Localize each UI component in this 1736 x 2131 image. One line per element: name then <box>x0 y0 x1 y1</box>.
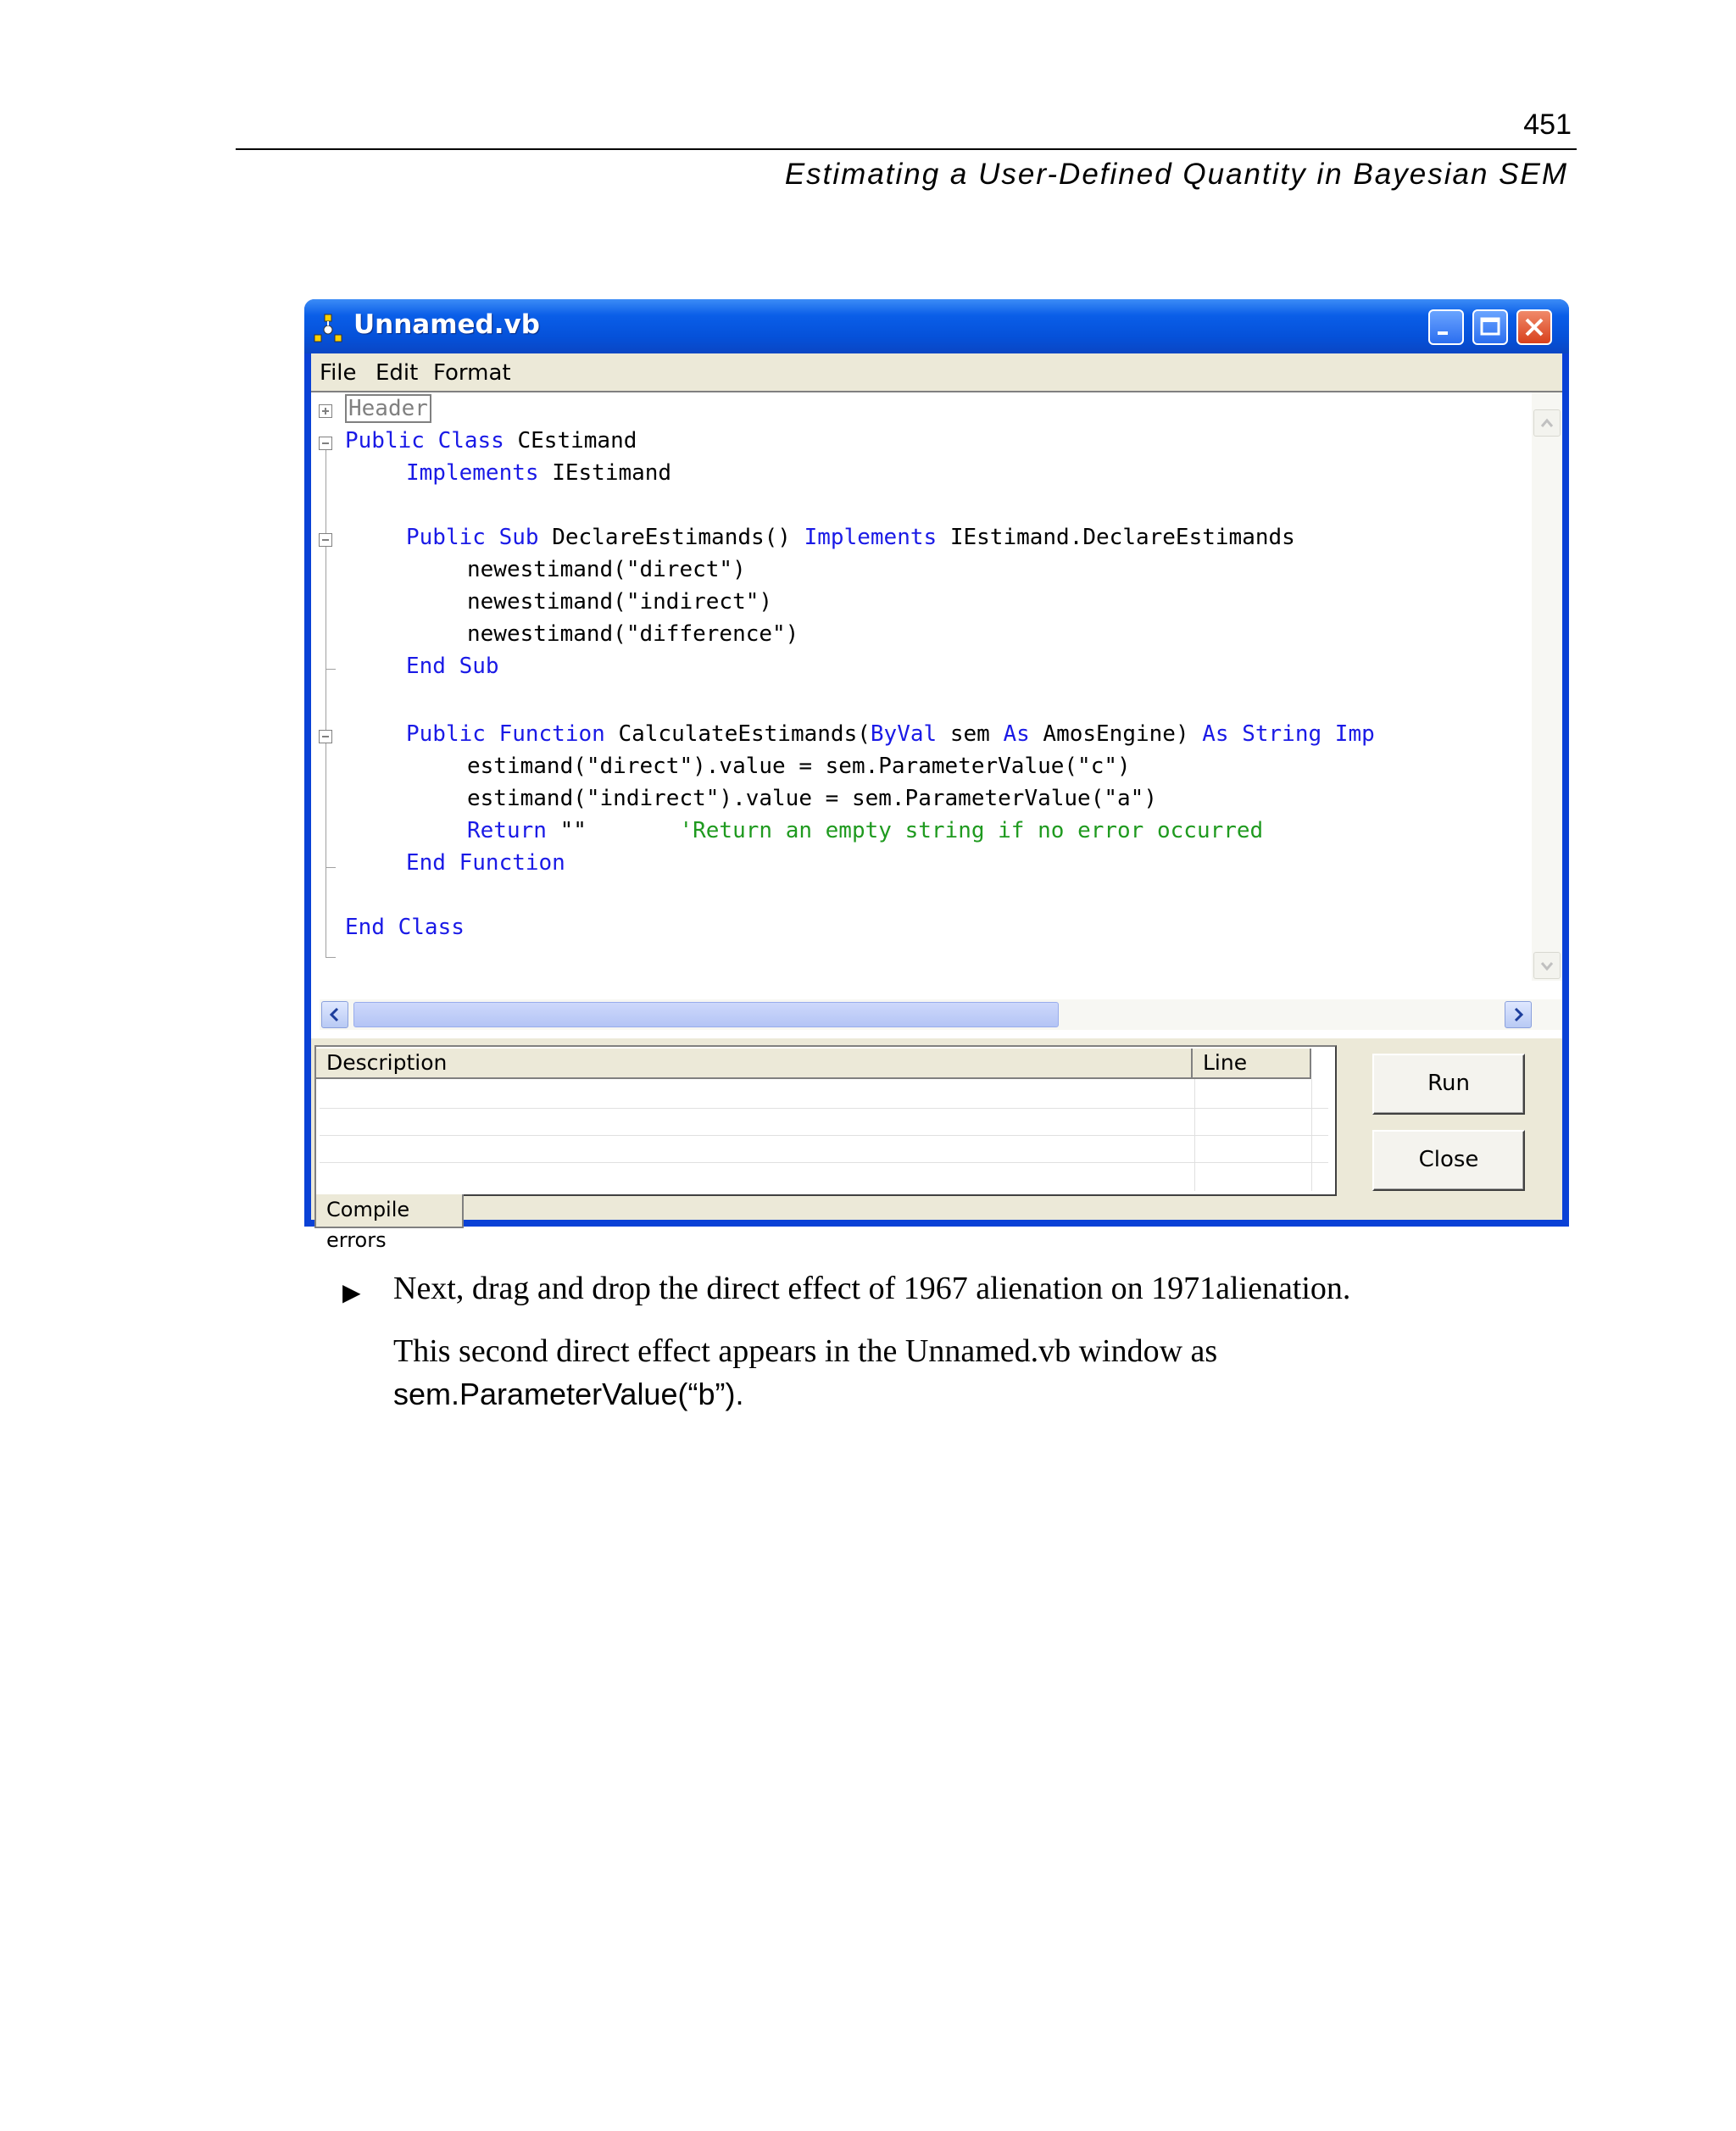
compile-panel <box>311 1042 1562 1252</box>
code-text: AmosEngine) <box>1029 721 1203 747</box>
chevron-right-icon <box>1505 1002 1531 1027</box>
fold-end-tick <box>326 957 336 958</box>
keyword: As String Imp <box>1202 721 1375 747</box>
table-row <box>320 1108 1328 1109</box>
keyword: Public Sub <box>406 525 539 550</box>
tab-compile-errors[interactable]: Compile errors <box>314 1194 464 1228</box>
bullet-arrow-icon: ▶ <box>342 1279 361 1305</box>
column-divider <box>1194 1079 1195 1191</box>
fold-end-tick <box>326 669 336 670</box>
column-divider <box>1311 1079 1312 1191</box>
keyword: Return <box>467 818 547 843</box>
code-line[interactable]: newestimand("difference") <box>467 621 799 647</box>
expand-header-icon[interactable] <box>319 404 332 418</box>
menu-bar <box>311 353 1562 389</box>
code-text: CEstimand <box>504 428 637 453</box>
code-line[interactable] <box>345 425 637 457</box>
compile-errors-table[interactable] <box>314 1045 1337 1196</box>
code-text: IEstimand <box>538 460 672 486</box>
code-line[interactable]: End Function <box>406 850 565 876</box>
scroll-left-button[interactable] <box>321 1001 348 1028</box>
editor-window <box>304 299 1569 1252</box>
close-button[interactable]: Close <box>1372 1130 1525 1191</box>
code-line[interactable]: End Sub <box>406 654 499 679</box>
column-line[interactable]: Line <box>1193 1049 1311 1079</box>
code-area[interactable] <box>311 392 1532 981</box>
scroll-up-button[interactable] <box>1533 409 1561 437</box>
instruction-step: Next, drag and drop the direct effect of 1967 alienation on 1971alienation. <box>393 1271 1351 1306</box>
code-line[interactable] <box>406 457 671 489</box>
minimize-button[interactable] <box>1428 309 1464 345</box>
code-text: IEstimand.DeclareEstimands <box>937 525 1295 550</box>
chevron-up-icon <box>1534 410 1560 436</box>
keyword: Implements <box>804 525 938 550</box>
table-row <box>320 1135 1328 1136</box>
keyword: Public Class <box>345 428 504 453</box>
table-row <box>320 1162 1328 1163</box>
running-title: Estimating a User-Defined Quantity in Bayesian SEM <box>784 158 1568 191</box>
minimize-icon <box>1430 311 1462 343</box>
code-line[interactable]: newestimand("direct") <box>467 557 746 582</box>
close-icon <box>1518 311 1550 343</box>
window-title: Unnamed.vb <box>353 309 540 340</box>
instruction-note: This second direct effect appears in the Unnamed.vb window as <box>393 1333 1218 1369</box>
instruction-note-code: sem.ParameterValue(“b”). <box>393 1377 744 1411</box>
chevron-down-icon <box>1534 953 1560 978</box>
code-line[interactable] <box>467 815 1263 847</box>
close-window-button[interactable] <box>1516 309 1552 345</box>
code-text: sem <box>937 721 1004 747</box>
code-line[interactable]: End Class <box>345 915 465 940</box>
keyword: Implements <box>406 460 539 486</box>
page-number: 451 <box>1523 108 1572 141</box>
code-line-header[interactable] <box>345 392 431 425</box>
titlebar[interactable] <box>304 299 1569 353</box>
vertical-scrollbar[interactable] <box>1532 392 1562 981</box>
code-text: CalculateEstimands( <box>604 721 871 747</box>
amos-app-icon <box>313 313 343 343</box>
keyword: As <box>1003 721 1030 747</box>
maximize-button[interactable] <box>1472 309 1508 345</box>
header-region[interactable]: Header <box>345 394 431 423</box>
window-client <box>311 353 1562 1252</box>
keyword: Public Function <box>406 721 605 747</box>
menu-file[interactable]: File <box>320 360 357 386</box>
fold-end-tick <box>326 867 336 868</box>
code-line[interactable]: newestimand("indirect") <box>467 589 773 615</box>
code-line[interactable]: estimand("direct").value = sem.ParameterValue("c") <box>467 754 1131 779</box>
menu-format[interactable]: Format <box>433 360 511 386</box>
collapse-sub-icon[interactable] <box>319 533 332 547</box>
menu-edit[interactable]: Edit <box>376 360 419 386</box>
chevron-left-icon <box>322 1002 348 1027</box>
code-line[interactable] <box>406 718 1375 750</box>
horizontal-scroll-thumb[interactable] <box>353 1002 1059 1027</box>
code-editor[interactable] <box>311 391 1562 1038</box>
collapse-function-icon[interactable] <box>319 730 332 743</box>
run-button[interactable]: Run <box>1372 1054 1525 1115</box>
code-text: "" <box>546 818 680 843</box>
horizontal-scrollbar[interactable] <box>320 999 1562 1030</box>
code-line[interactable]: estimand("indirect").value = sem.ParameterValue("a") <box>467 786 1157 811</box>
code-line[interactable] <box>406 521 1295 554</box>
column-description[interactable]: Description <box>316 1049 1193 1079</box>
scroll-down-button[interactable] <box>1533 952 1561 979</box>
maximize-icon <box>1474 311 1506 343</box>
collapse-class-icon[interactable] <box>319 437 332 450</box>
header-rule <box>236 148 1577 150</box>
scroll-right-button[interactable] <box>1505 1001 1532 1028</box>
code-text: DeclareEstimands() <box>538 525 804 550</box>
code-comment: 'Return an empty string if no error occurred <box>679 818 1264 843</box>
keyword: ByVal <box>870 721 938 747</box>
